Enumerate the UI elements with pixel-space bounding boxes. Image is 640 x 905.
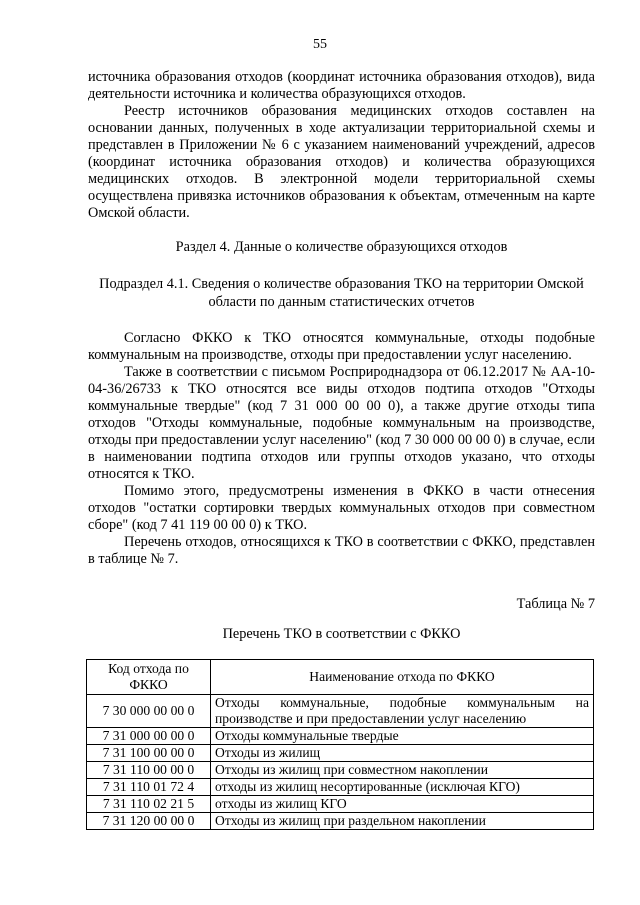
paragraph: Перечень отходов, относящихся к ТКО в соответствии с ФККО, представлен в таблице № 7. bbox=[88, 534, 595, 567]
waste-name: Отходы из жилищ при совместном накоплении bbox=[211, 762, 594, 779]
paragraph: Реестр источников образования медицинских отходов составлен на основании данных, полученных в ходе актуализации территориальной схемы и представлен в Приложении № 6 с указанием наименований учреждений, адресов (координат источника образования отходов) и количества образующихся медицинских отходов. В электронной модели территориальной схемы осуществлена привязка источников образования к объектам, отмеченным на карте Омской области. bbox=[88, 103, 595, 221]
paragraph: Согласно ФККО к ТКО относятся коммунальные, отходы подобные коммунальным на производстве, отходы при предоставлении услуг населению. bbox=[88, 330, 595, 363]
table-label: Таблица № 7 bbox=[516, 596, 595, 612]
waste-code: 7 31 100 00 00 0 bbox=[87, 745, 211, 762]
waste-name: Отходы из жилищ bbox=[211, 745, 594, 762]
main-text-block bbox=[88, 330, 595, 568]
table-row bbox=[87, 695, 594, 728]
table-row bbox=[87, 796, 594, 813]
table-row bbox=[87, 813, 594, 830]
waste-code: 7 31 110 01 72 4 bbox=[87, 779, 211, 796]
paragraph: источника образования отходов (координат источника образования отходов), вида деятельности источника и количества образующихся отходов. bbox=[88, 69, 595, 102]
paragraph: Помимо этого, предусмотрены изменения в ФККО в части отнесения отходов "остатки сортировки твердых коммунальных отходов при совместном сборе" (код 7 41 119 00 00 0) к ТКО. bbox=[88, 483, 595, 533]
table-row bbox=[87, 779, 594, 796]
waste-name: отходы из жилищ несортированные (исключая КГО) bbox=[211, 779, 594, 796]
table-title: Перечень ТКО в соответствии с ФККО bbox=[222, 626, 461, 642]
column-header-name: Наименование отхода по ФККО bbox=[211, 660, 594, 695]
column-header-code: Код отхода по ФККО bbox=[87, 660, 211, 695]
waste-code: 7 31 120 00 00 0 bbox=[87, 813, 211, 830]
waste-name: Отходы коммунальные твердые bbox=[211, 728, 594, 745]
paragraph: Также в соответствии с письмом Росприроднадзора от 06.12.2017 № АА-10-04-36/26733 к ТКО относятся все виды отходов подтипа отходов "Отходы коммунальные твердые" (код 7 31 000 00 00 0), а также другие отходы типа отходов "Отходы коммунальные, подобные коммунальным на производстве, отходы при предоставлении услуг населению" (код 7 30 000 00 00 0) в случае, если в наименовании подтипа отходов или группы отходов указано, что отходы относятся к ТКО. bbox=[88, 364, 595, 482]
fkko-table bbox=[86, 659, 594, 830]
table-row bbox=[87, 762, 594, 779]
page-number: 55 bbox=[313, 37, 327, 52]
waste-code: 7 31 110 02 21 5 bbox=[87, 796, 211, 813]
intro-text-block bbox=[88, 69, 595, 222]
section-heading: Раздел 4. Данные о количестве образующихся отходов bbox=[175, 239, 508, 255]
waste-name: Отходы из жилищ при раздельном накоплении bbox=[211, 813, 594, 830]
waste-name: Отходы коммунальные, подобные коммунальным на производстве и при предоставлении услуг населению bbox=[211, 695, 594, 728]
subsection-heading: Подраздел 4.1. Сведения о количестве образования ТКО на территории Омской области по данным статистических отчетов bbox=[99, 276, 584, 310]
table-header-row bbox=[87, 660, 594, 695]
waste-name: отходы из жилищ КГО bbox=[211, 796, 594, 813]
waste-code: 7 30 000 00 00 0 bbox=[87, 695, 211, 728]
waste-code: 7 31 110 00 00 0 bbox=[87, 762, 211, 779]
waste-code: 7 31 000 00 00 0 bbox=[87, 728, 211, 745]
table-row bbox=[87, 745, 594, 762]
table-row bbox=[87, 728, 594, 745]
